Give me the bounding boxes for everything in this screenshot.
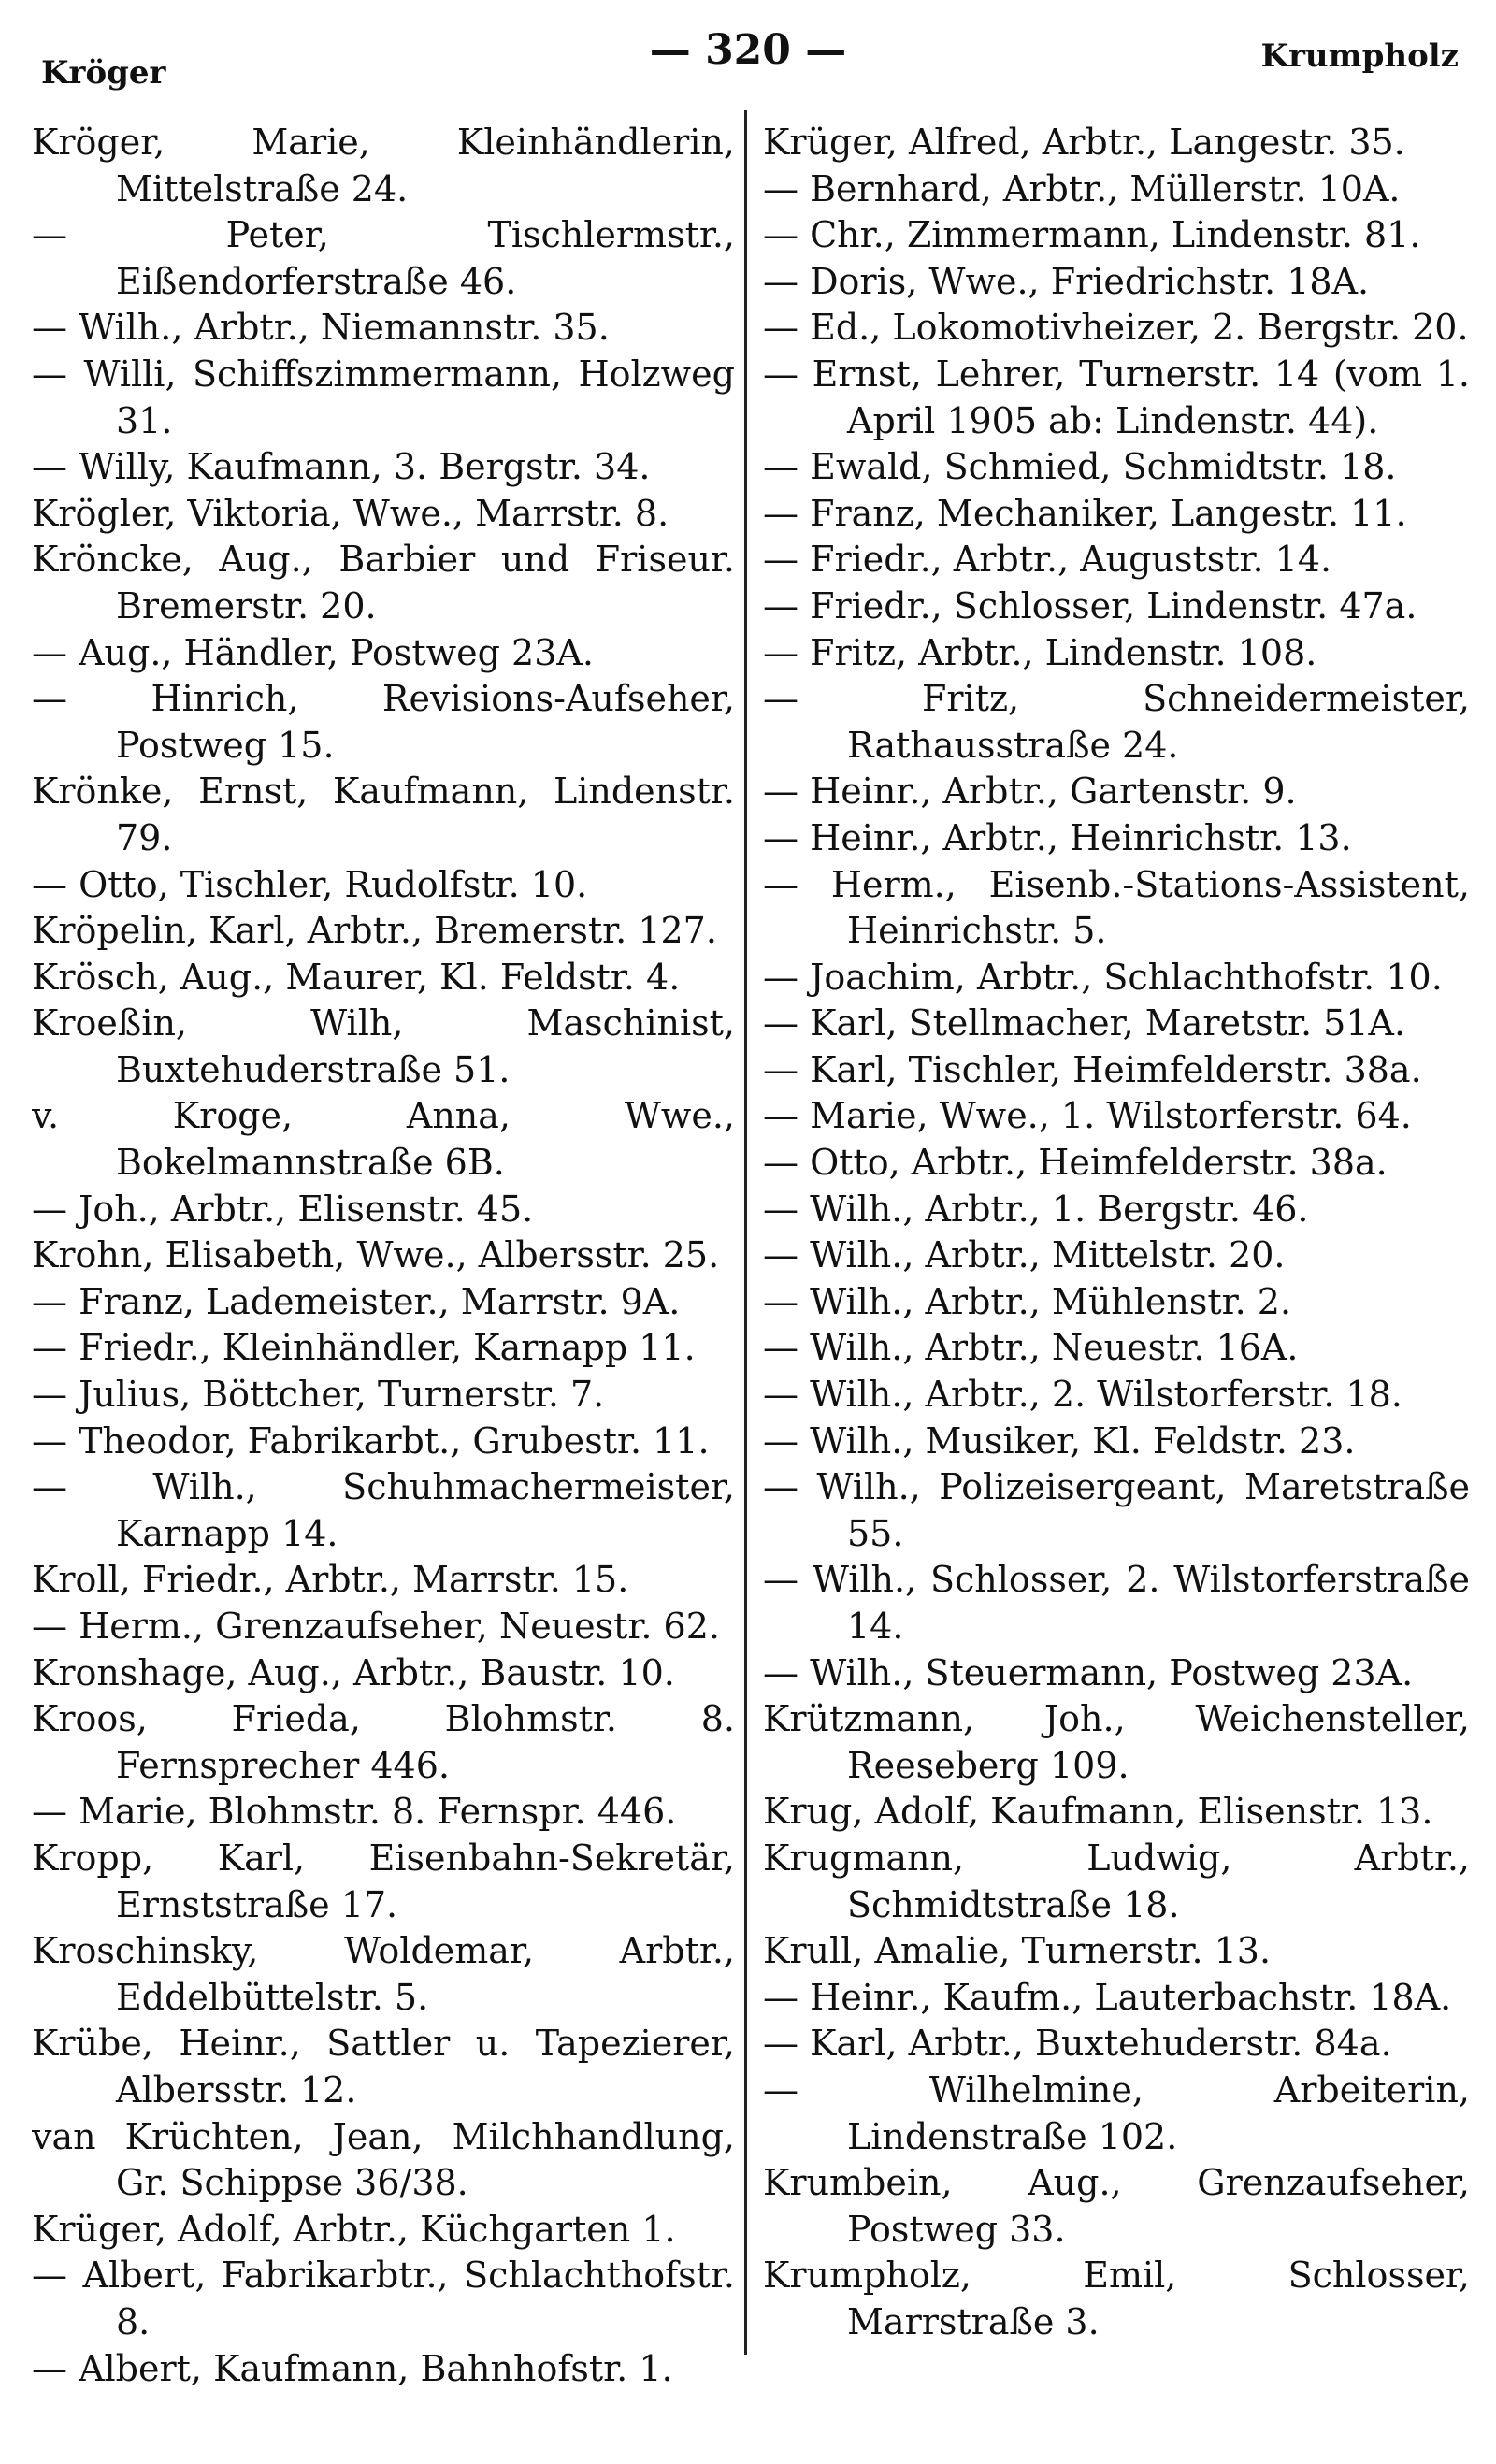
running-head-left: Kröger xyxy=(41,54,166,92)
directory-entry: — Karl, Tischler, Heimfelderstr. 38a. xyxy=(763,1048,1422,1090)
directory-entry: Krüger, Alfred, Arbtr., Langestr. 35. xyxy=(763,122,1405,163)
directory-entry: — Wilhelmine, Arbeiterin, Lindenstraße 102. xyxy=(763,2068,1470,2157)
directory-entry: Krögler, Viktoria, Wwe., Marrstr. 8. xyxy=(32,492,669,534)
directory-entry: Kröncke, Aug., Barbier und Friseur. Bremerstr. 20. xyxy=(32,539,735,627)
directory-entry: — Theodor, Fabrikarbt., Grubestr. 11. xyxy=(32,1419,710,1462)
directory-entry: — Herm., Grenzaufseher, Neuestr. 62. xyxy=(32,1606,720,1647)
directory-entry: Kropp, Karl, Eisenbahn-Sekretär, Ernststraße 17. xyxy=(32,1837,735,1925)
directory-entry: Kroos, Frieda, Blohmstr. 8. Fernsprecher 446. xyxy=(32,1698,735,1786)
directory-entry: — Wilh., Arbtr., Mittelstr. 20. xyxy=(763,1234,1286,1276)
directory-entry: Kröpelin, Karl, Arbtr., Bremerstr. 127. xyxy=(32,910,717,952)
directory-entry: Kroeßin, Wilh, Maschinist, Buxtehuderstraße 51. xyxy=(32,1002,735,1090)
directory-entry: — Herm., Eisenb.-Stations-Assistent, Heinrichstr. 5. xyxy=(763,863,1470,952)
directory-entry: — Willi, Schiffszimmermann, Holzweg 31. xyxy=(32,353,735,441)
directory-entry: Kröger, Marie, Kleinhändlerin, Mittelstraße 24. xyxy=(32,122,735,209)
directory-entry: — Karl, Stellmacher, Maretstr. 51A. xyxy=(763,1002,1406,1045)
directory-entry: — Joh., Arbtr., Elisenstr. 45. xyxy=(32,1188,534,1230)
directory-entry: — Otto, Tischler, Rudolfstr. 10. xyxy=(32,863,588,905)
directory-entry: — Wilh., Schuhmachermeister, Karnapp 14. xyxy=(32,1466,735,1554)
directory-entry: Krübe, Heinr., Sattler u. Tapezierer, Albersstr. 12. xyxy=(32,2023,735,2111)
directory-entry: Krützmann, Joh., Weichensteller, Reeseberg 109. xyxy=(763,1698,1470,1786)
directory-entry: — Willy, Kaufmann, 3. Bergstr. 34. xyxy=(32,446,651,488)
directory-entry: — Heinr., Kaufm., Lauterbachstr. 18A. xyxy=(763,1976,1452,2018)
directory-entry: — Hinrich, Revisions-Aufseher, Postweg 15. xyxy=(32,678,735,766)
directory-entry: Krumbein, Aug., Grenzaufseher, Postweg 33. xyxy=(763,2162,1470,2250)
directory-entry: — Ed., Lokomotivheizer, 2. Bergstr. 20. xyxy=(763,307,1469,349)
directory-entry: — Peter, Tischlermstr., Eißendorferstraße 46. xyxy=(32,214,735,302)
directory-entry: — Karl, Arbtr., Buxtehuderstr. 84a. xyxy=(763,2023,1392,2065)
column-divider xyxy=(744,110,747,2355)
directory-entry: — Fritz, Arbtr., Lindenstr. 108. xyxy=(763,631,1317,673)
directory-entry: — Ernst, Lehrer, Turnerstr. 14 (vom 1. April 1905 ab: Lindenstr. 44). xyxy=(763,353,1470,441)
directory-entry: — Aug., Händler, Postweg 23A. xyxy=(32,631,594,673)
directory-entry: — Chr., Zimmermann, Lindenstr. 81. xyxy=(763,214,1421,256)
directory-entry: Kroll, Friedr., Arbtr., Marrstr. 15. xyxy=(32,1559,629,1601)
directory-entry: Krug, Adolf, Kaufmann, Elisenstr. 13. xyxy=(763,1791,1433,1833)
directory-entry: — Julius, Böttcher, Turnerstr. 7. xyxy=(32,1374,605,1416)
directory-entry: — Wilh., Schlosser, 2. Wilstorferstraße 14. xyxy=(763,1559,1470,1647)
directory-entry: — Heinr., Arbtr., Gartenstr. 9. xyxy=(763,771,1297,813)
directory-entry: — Marie, Wwe., 1. Wilstorferstr. 64. xyxy=(763,1095,1412,1137)
directory-entry: — Wilh., Arbtr., Niemannstr. 35. xyxy=(32,307,610,349)
directory-entry: v. Kroge, Anna, Wwe., Bokelmannstraße 6B. xyxy=(32,1095,735,1184)
directory-entry: — Wilh., Arbtr., 1. Bergstr. 46. xyxy=(763,1188,1309,1230)
right-column xyxy=(763,120,1470,2448)
directory-entry: — Franz, Lademeister., Marrstr. 9A. xyxy=(32,1280,681,1322)
directory-entry: — Wilh., Arbtr., Mühlenstr. 2. xyxy=(763,1280,1292,1322)
directory-entry: — Fritz, Schneidermeister, Rathausstraße 24. xyxy=(763,678,1470,766)
directory-entry: — Friedr., Arbtr., Auguststr. 14. xyxy=(763,539,1332,581)
directory-entry: Kroschinsky, Woldemar, Arbtr., Eddelbüttelstr. 5. xyxy=(32,1930,735,2018)
directory-entry: Krönke, Ernst, Kaufmann, Lindenstr. 79. xyxy=(32,771,735,858)
directory-entry: — Wilh., Polizeisergeant, Maretstraße 55. xyxy=(763,1466,1470,1554)
left-column xyxy=(32,120,735,2448)
directory-entry: — Ewald, Schmied, Schmidtstr. 18. xyxy=(763,446,1397,488)
directory-entry: Krugmann, Ludwig, Arbtr., Schmidtstraße 18. xyxy=(763,1837,1470,1925)
directory-entry: van Krüchten, Jean, Milchhandlung, Gr. Schippse 36/38. xyxy=(32,2115,735,2204)
directory-entry: Krumpholz, Emil, Schlosser, Marrstraße 3. xyxy=(763,2255,1470,2342)
directory-entry: — Joachim, Arbtr., Schlachthofstr. 10. xyxy=(763,956,1443,998)
directory-entry: — Albert, Fabrikarbtr., Schlachthofstr. 8. xyxy=(32,2255,735,2342)
directory-entry: — Bernhard, Arbtr., Müllerstr. 10A. xyxy=(763,167,1401,209)
page-number: — 320 — xyxy=(649,26,847,74)
directory-entry: — Franz, Mechaniker, Langestr. 11. xyxy=(763,492,1407,534)
directory-entry: — Wilh., Arbtr., 2. Wilstorferstr. 18. xyxy=(763,1374,1402,1416)
directory-entry: Krösch, Aug., Maurer, Kl. Feldstr. 4. xyxy=(32,956,681,998)
directory-entry: — Wilh., Steuermann, Postweg 23A. xyxy=(763,1651,1414,1693)
directory-entry: Krull, Amalie, Turnerstr. 13. xyxy=(763,1930,1272,1972)
directory-entry: — Wilh., Arbtr., Neuestr. 16A. xyxy=(763,1327,1299,1369)
directory-entry: — Albert, Kaufmann, Bahnhofstr. 1. xyxy=(32,2347,673,2389)
running-head-right: Krumpholz xyxy=(1260,37,1459,75)
directory-entry: — Friedr., Kleinhändler, Karnapp 11. xyxy=(32,1327,696,1369)
directory-entry: — Marie, Blohmstr. 8. Fernspr. 446. xyxy=(32,1791,677,1833)
directory-entry: Krüger, Adolf, Arbtr., Küchgarten 1. xyxy=(32,2208,676,2250)
directory-entry: — Doris, Wwe., Friedrichstr. 18A. xyxy=(763,260,1370,302)
directory-entry: — Otto, Arbtr., Heimfelderstr. 38a. xyxy=(763,1142,1388,1184)
directory-entry: — Friedr., Schlosser, Lindenstr. 47a. xyxy=(763,584,1417,627)
directory-entry: — Heinr., Arbtr., Heinrichstr. 13. xyxy=(763,816,1352,858)
directory-entry: Krohn, Elisabeth, Wwe., Albersstr. 25. xyxy=(32,1234,720,1276)
directory-entry: — Wilh., Musiker, Kl. Feldstr. 23. xyxy=(763,1419,1356,1462)
directory-entry: Kronshage, Aug., Arbtr., Baustr. 10. xyxy=(32,1651,675,1693)
